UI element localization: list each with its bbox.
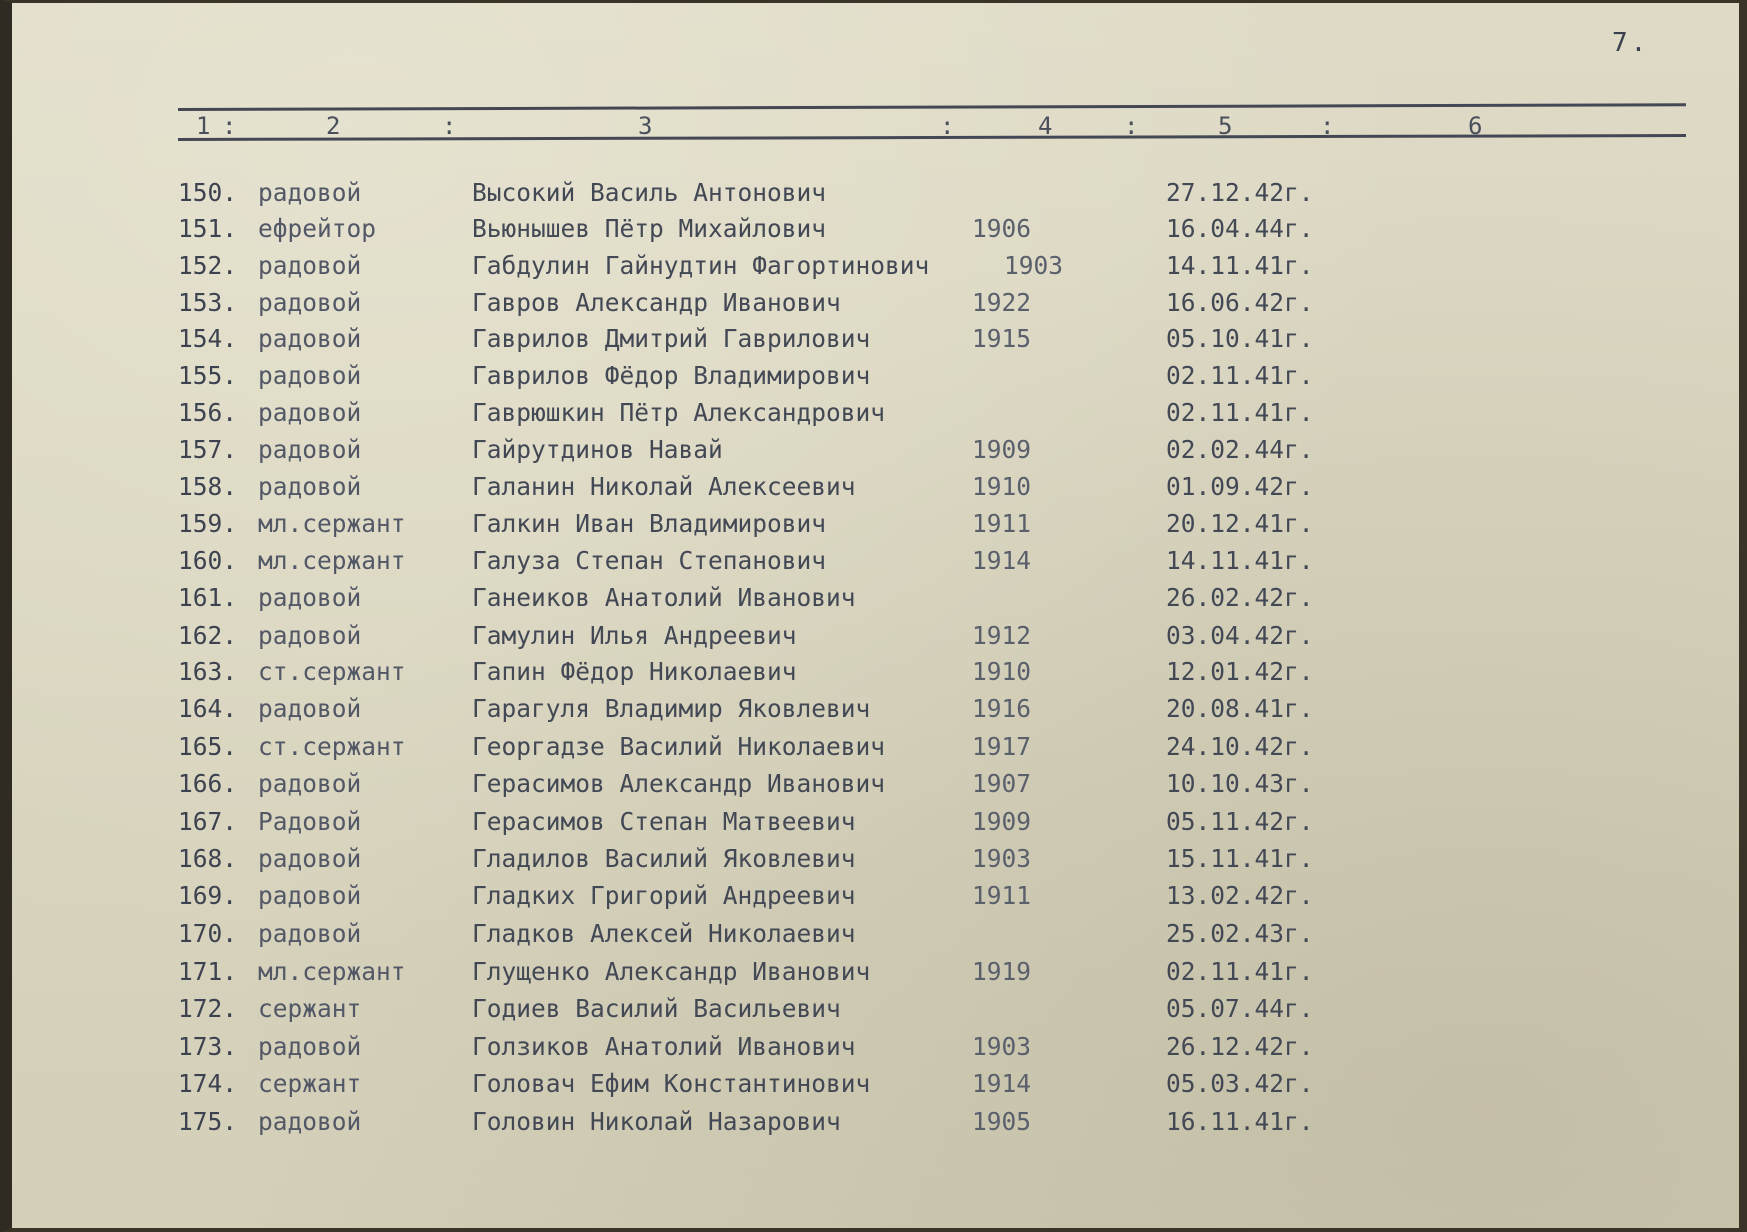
row-number: 173. <box>178 1032 238 1061</box>
row-number: 171. <box>178 957 238 986</box>
row-rank: радовой <box>258 1032 362 1061</box>
table-row <box>0 178 1747 212</box>
row-full-name: Гавров Александр Иванович <box>472 288 841 317</box>
header-separator: : <box>1320 112 1335 140</box>
row-number: 153. <box>178 288 238 317</box>
row-number: 152. <box>178 251 238 280</box>
row-date: 27.12.42г. <box>1166 178 1314 207</box>
row-full-name: Головин Николай Назарович <box>472 1107 841 1136</box>
row-rank: радовой <box>258 288 362 317</box>
row-birth-year: 1910 <box>972 657 1032 686</box>
row-full-name: Гайрутдинов Навай <box>472 435 723 464</box>
row-rank: радовой <box>258 472 362 501</box>
table-row <box>0 546 1747 580</box>
row-birth-year: 1903 <box>1004 251 1064 280</box>
row-date: 20.08.41г. <box>1166 694 1314 723</box>
header-rule-top <box>178 103 1686 111</box>
row-full-name: Георгадзе Василий Николаевич <box>472 732 886 761</box>
header-rule-bottom <box>178 134 1686 141</box>
row-birth-year: 1916 <box>972 694 1032 723</box>
row-date: 26.12.42г. <box>1166 1032 1314 1061</box>
row-date: 05.11.42г. <box>1166 807 1314 836</box>
row-date: 26.02.42г. <box>1166 583 1314 612</box>
row-birth-year: 1912 <box>972 621 1032 650</box>
row-date: 05.07.44г. <box>1166 994 1314 1023</box>
row-full-name: Головач Ефим Константинович <box>472 1069 871 1098</box>
table-row <box>0 844 1747 878</box>
table-row <box>0 994 1747 1028</box>
table-row <box>0 472 1747 506</box>
row-rank: ефрейтор <box>258 214 377 243</box>
header-separator: : <box>222 112 237 140</box>
row-number: 166. <box>178 769 238 798</box>
row-number: 154. <box>178 324 238 353</box>
row-birth-year: 1914 <box>972 1069 1032 1098</box>
row-number: 164. <box>178 694 238 723</box>
row-rank: мл.сержант <box>258 957 406 986</box>
row-date: 01.09.42г. <box>1166 472 1314 501</box>
row-birth-year: 1906 <box>972 214 1032 243</box>
row-rank: радовой <box>258 621 362 650</box>
row-birth-year: 1909 <box>972 807 1032 836</box>
row-date: 12.01.42г. <box>1166 657 1314 686</box>
row-birth-year: 1911 <box>972 509 1032 538</box>
row-full-name: Гарагуля Владимир Яковлевич <box>472 694 871 723</box>
row-number: 169. <box>178 881 238 910</box>
table-row <box>0 694 1747 728</box>
header-separator: : <box>1124 112 1139 140</box>
row-full-name: Гаврюшкин Пётр Александрович <box>472 398 886 427</box>
row-full-name: Гладких Григорий Андреевич <box>472 881 856 910</box>
row-date: 14.11.41г. <box>1166 251 1314 280</box>
row-birth-year: 1909 <box>972 435 1032 464</box>
row-rank: сержант <box>258 994 362 1023</box>
row-birth-year: 1915 <box>972 324 1032 353</box>
header-col-4: 4 <box>1038 112 1053 140</box>
row-full-name: Габдулин Гайнудтин Фагортинович <box>472 251 930 280</box>
table-row <box>0 324 1747 358</box>
table-row <box>0 251 1747 285</box>
row-number: 174. <box>178 1069 238 1098</box>
row-rank: радовой <box>258 583 362 612</box>
row-date: 20.12.41г. <box>1166 509 1314 538</box>
table-row <box>0 398 1747 432</box>
row-date: 16.04.44г. <box>1166 214 1314 243</box>
row-full-name: Герасимов Александр Иванович <box>472 769 886 798</box>
row-birth-year: 1905 <box>972 1107 1032 1136</box>
table-row <box>0 288 1747 322</box>
row-full-name: Галкин Иван Владимирович <box>472 509 827 538</box>
row-rank: радовой <box>258 844 362 873</box>
row-full-name: Галанин Николай Алексеевич <box>472 472 856 501</box>
row-number: 167. <box>178 807 238 836</box>
row-number: 161. <box>178 583 238 612</box>
row-number: 175. <box>178 1107 238 1136</box>
row-rank: радовой <box>258 398 362 427</box>
row-date: 05.10.41г. <box>1166 324 1314 353</box>
row-full-name: Гладилов Василий Яковлевич <box>472 844 856 873</box>
table-row <box>0 361 1747 395</box>
row-birth-year: 1914 <box>972 546 1032 575</box>
row-rank: мл.сержант <box>258 509 406 538</box>
row-full-name: Галуза Степан Степанович <box>472 546 827 575</box>
row-number: 170. <box>178 919 238 948</box>
row-number: 155. <box>178 361 238 390</box>
row-full-name: Вьюнышев Пётр Михайлович <box>472 214 827 243</box>
table-row <box>0 435 1747 469</box>
row-date: 16.06.42г. <box>1166 288 1314 317</box>
row-birth-year: 1917 <box>972 732 1032 761</box>
row-number: 158. <box>178 472 238 501</box>
row-date: 02.11.41г. <box>1166 361 1314 390</box>
row-full-name: Гамулин Илья Андреевич <box>472 621 797 650</box>
table-row <box>0 919 1747 953</box>
row-birth-year: 1907 <box>972 769 1032 798</box>
row-rank: радовой <box>258 251 362 280</box>
table-row <box>0 1107 1747 1141</box>
row-number: 156. <box>178 398 238 427</box>
row-rank: мл.сержант <box>258 546 406 575</box>
row-date: 02.11.41г. <box>1166 398 1314 427</box>
row-rank: радовой <box>258 881 362 910</box>
row-full-name: Гаврилов Фёдор Владимирович <box>472 361 871 390</box>
row-number: 160. <box>178 546 238 575</box>
row-number: 172. <box>178 994 238 1023</box>
table-row <box>0 807 1747 841</box>
table-row <box>0 1069 1747 1103</box>
row-date: 14.11.41г. <box>1166 546 1314 575</box>
row-birth-year: 1922 <box>972 288 1032 317</box>
row-number: 157. <box>178 435 238 464</box>
header-col-2: 2 <box>326 112 341 140</box>
row-birth-year: 1910 <box>972 472 1032 501</box>
row-rank: радовой <box>258 919 362 948</box>
row-rank: радовой <box>258 1107 362 1136</box>
table-row <box>0 957 1747 991</box>
row-full-name: Голзиков Анатолий Иванович <box>472 1032 856 1061</box>
table-row <box>0 583 1747 617</box>
row-full-name: Высокий Василь Антонович <box>472 178 827 207</box>
row-number: 165. <box>178 732 238 761</box>
row-full-name: Гапин Фёдор Николаевич <box>472 657 797 686</box>
row-rank: радовой <box>258 769 362 798</box>
row-date: 03.04.42г. <box>1166 621 1314 650</box>
table-row <box>0 1032 1747 1066</box>
row-date: 16.11.41г. <box>1166 1107 1314 1136</box>
row-full-name: Гладков Алексей Николаевич <box>472 919 856 948</box>
table-row <box>0 509 1747 543</box>
row-date: 02.11.41г. <box>1166 957 1314 986</box>
row-date: 10.10.43г. <box>1166 769 1314 798</box>
row-rank: радовой <box>258 324 362 353</box>
row-birth-year: 1919 <box>972 957 1032 986</box>
row-rank: радовой <box>258 178 362 207</box>
row-number: 151. <box>178 214 238 243</box>
row-full-name: Ганеиков Анатолий Иванович <box>472 583 856 612</box>
row-date: 24.10.42г. <box>1166 732 1314 761</box>
row-full-name: Глущенко Александр Иванович <box>472 957 871 986</box>
row-full-name: Годиев Василий Васильевич <box>472 994 841 1023</box>
row-date: 15.11.41г. <box>1166 844 1314 873</box>
table-row <box>0 621 1747 655</box>
row-date: 25.02.43г. <box>1166 919 1314 948</box>
table-row <box>0 657 1747 691</box>
row-rank: радовой <box>258 694 362 723</box>
row-rank: ст.сержант <box>258 732 406 761</box>
row-rank: радовой <box>258 361 362 390</box>
row-date: 05.03.42г. <box>1166 1069 1314 1098</box>
page-number: 7. <box>1612 28 1650 58</box>
row-number: 150. <box>178 178 238 207</box>
row-number: 159. <box>178 509 238 538</box>
row-birth-year: 1911 <box>972 881 1032 910</box>
table-row <box>0 732 1747 766</box>
row-number: 162. <box>178 621 238 650</box>
row-birth-year: 1903 <box>972 1032 1032 1061</box>
row-rank: радовой <box>258 435 362 464</box>
row-date: 13.02.42г. <box>1166 881 1314 910</box>
header-col-3: 3 <box>638 112 653 140</box>
table-row <box>0 214 1747 248</box>
table-row <box>0 769 1747 803</box>
row-full-name: Герасимов Степан Матвеевич <box>472 807 856 836</box>
row-number: 168. <box>178 844 238 873</box>
row-full-name: Гаврилов Дмитрий Гаврилович <box>472 324 871 353</box>
header-col-6: 6 <box>1468 112 1483 140</box>
row-rank: ст.сержант <box>258 657 406 686</box>
row-rank: Радовой <box>258 807 362 836</box>
header-separator: : <box>940 112 955 140</box>
row-birth-year: 1903 <box>972 844 1032 873</box>
row-rank: сержант <box>258 1069 362 1098</box>
row-date: 02.02.44г. <box>1166 435 1314 464</box>
header-col-1: 1 <box>196 112 211 140</box>
header-separator: : <box>442 112 457 140</box>
header-col-5: 5 <box>1218 112 1233 140</box>
row-number: 163. <box>178 657 238 686</box>
table-row <box>0 881 1747 915</box>
